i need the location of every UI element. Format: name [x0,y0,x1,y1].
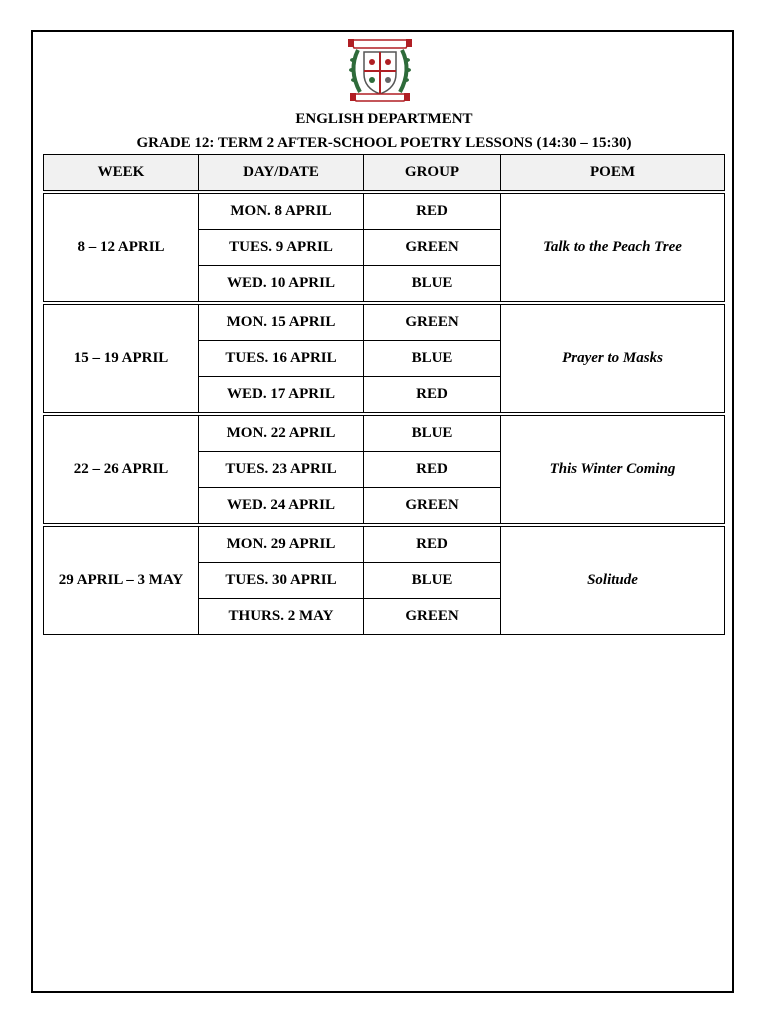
poem-cell: Talk to the Peach Tree [501,192,725,303]
poem-cell: Prayer to Masks [501,303,725,414]
group-cell: GREEN [364,488,501,526]
table-row [44,525,725,563]
group-cell: BLUE [364,563,501,599]
date-cell: TUES. 9 APRIL [199,230,364,266]
group-cell: RED [364,452,501,488]
date-cell: MON. 15 APRIL [199,303,364,341]
date-cell: TUES. 30 APRIL [199,563,364,599]
group-cell: RED [364,377,501,415]
date-cell: MON. 22 APRIL [199,414,364,452]
date-cell: MON. 8 APRIL [199,192,364,230]
schedule-title: GRADE 12: TERM 2 AFTER-SCHOOL POETRY LESSONS (14:30 – 15:30) [136,135,632,151]
date-cell: THURS. 2 MAY [199,599,364,635]
poem-cell: Solitude [501,525,725,635]
column-header-week: WEEK [44,155,199,193]
group-cell: GREEN [364,230,501,266]
group-cell: BLUE [364,341,501,377]
date-cell: WED. 24 APRIL [199,488,364,526]
week-block [44,303,725,414]
table-row [44,303,725,341]
column-header-day-date: DAY/DATE [199,155,364,193]
department-heading: ENGLISH DEPARTMENT [295,111,473,127]
column-header-group: GROUP [364,155,501,193]
date-cell: MON. 29 APRIL [199,525,364,563]
date-cell: WED. 10 APRIL [199,266,364,304]
group-cell: BLUE [364,266,501,304]
poem-cell: This Winter Coming [501,414,725,525]
table-row [44,192,725,230]
table-header-row [44,155,725,193]
week-cell: 8 – 12 APRIL [44,192,199,303]
column-header-poem: POEM [501,155,725,193]
week-block [44,192,725,303]
date-cell: TUES. 16 APRIL [199,341,364,377]
group-cell: RED [364,525,501,563]
group-cell: BLUE [364,414,501,452]
week-block [44,525,725,635]
week-cell: 15 – 19 APRIL [44,303,199,414]
group-cell: GREEN [364,303,501,341]
date-cell: TUES. 23 APRIL [199,452,364,488]
week-cell: 22 – 26 APRIL [44,414,199,525]
date-cell: WED. 17 APRIL [199,377,364,415]
group-cell: RED [364,192,501,230]
week-cell: 29 APRIL – 3 MAY [44,525,199,635]
school-crest-icon [344,36,416,102]
table-row [44,414,725,452]
poetry-schedule-table [43,154,725,635]
week-block [44,414,725,525]
group-cell: GREEN [364,599,501,635]
